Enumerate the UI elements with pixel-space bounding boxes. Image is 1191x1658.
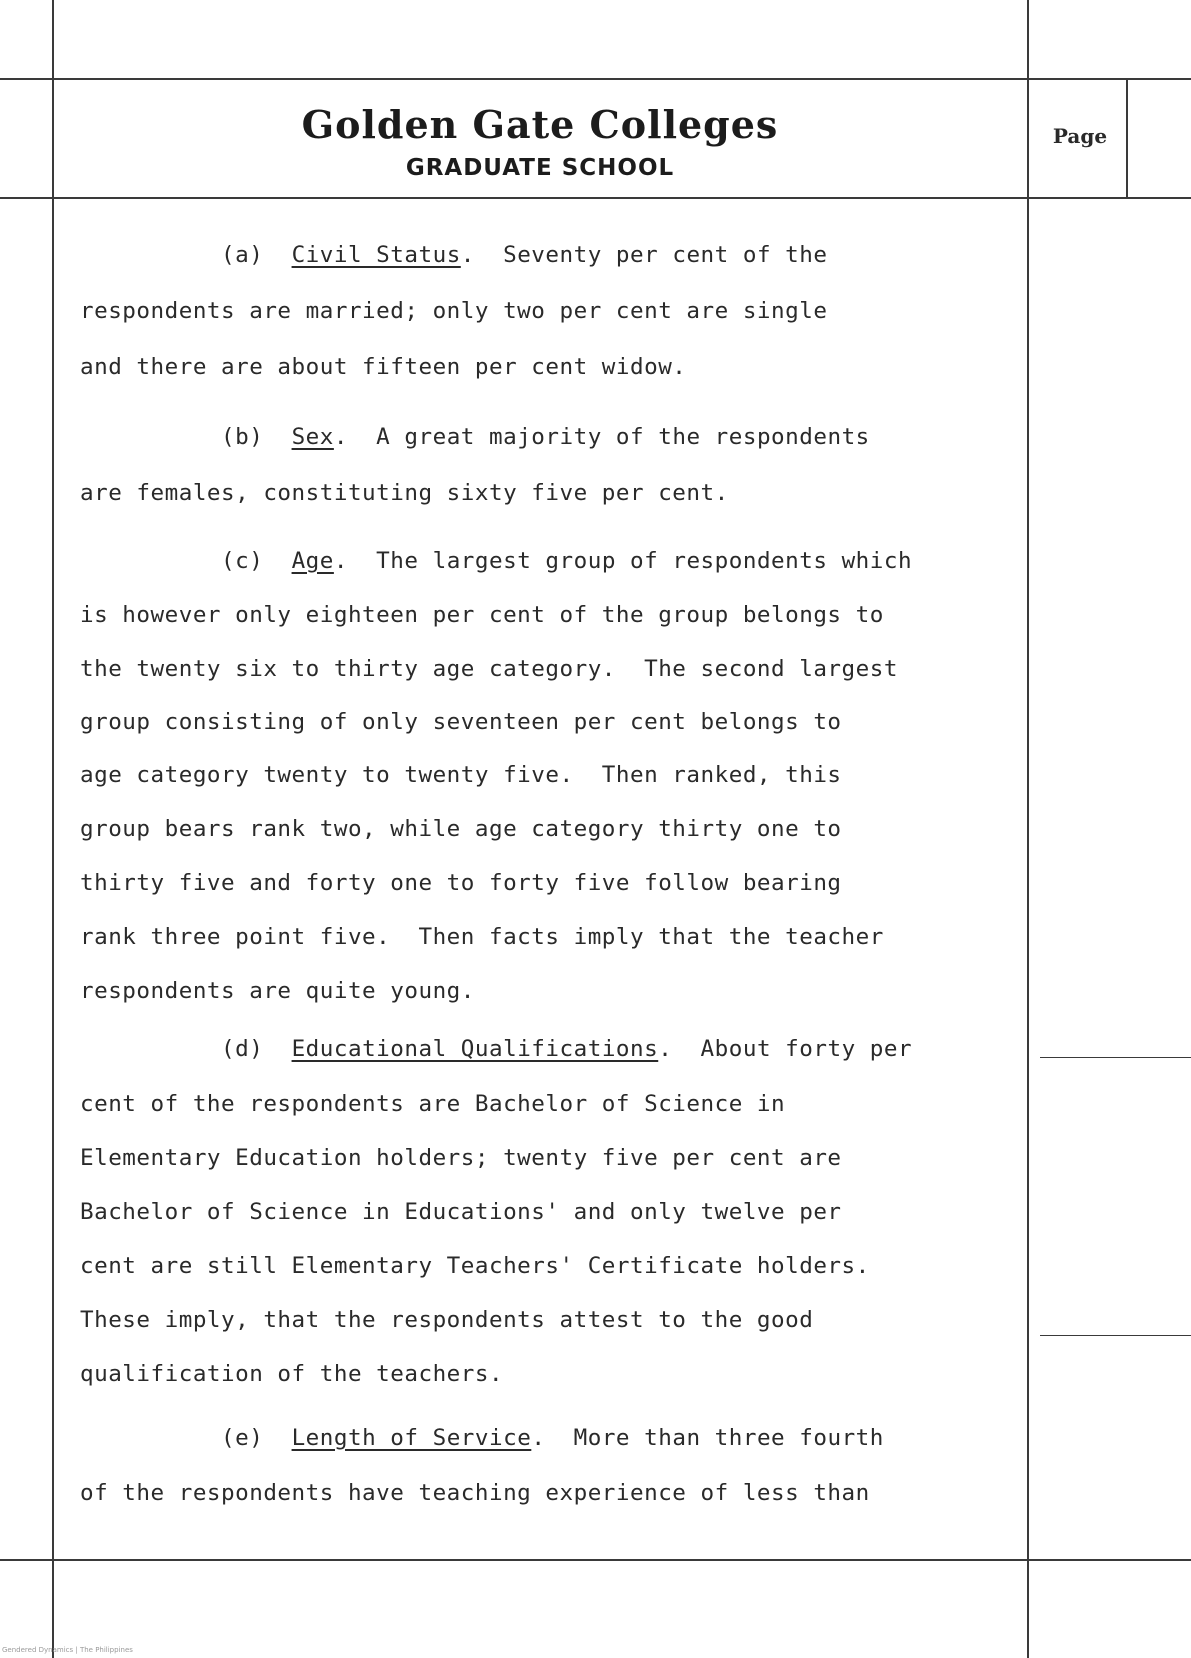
section-a-marker: (a) [221,242,264,268]
section-b-line-1 [80,422,1040,452]
section-c-line-6: group bears rank two, while age category thirty one to [80,816,842,842]
section-c-line-2: is however only eighteen per cent of the group belongs to [80,602,884,628]
section-d-line-6: These imply, that the respondents attest to the good [80,1307,814,1333]
section-c-heading: Age [291,548,334,574]
section-a-line-2: respondents are married; only two per cent are single [80,298,828,324]
bottom-border-rule [0,1559,1191,1561]
section-c-line-9: respondents are quite young. [80,978,475,1004]
section-d-line-1 [80,1034,1040,1064]
section-a-line-1 [80,240,1040,270]
section-d-heading: Educational Qualifications [291,1036,659,1062]
section-c-marker: (c) [221,548,264,574]
section-c-line-7: thirty five and forty one to forty five follow bearing [80,870,842,896]
section-c-line-5: age category twenty to twenty five. Then ranked, this [80,762,842,788]
section-e-line-1 [80,1423,1040,1453]
section-c-text-1: . The largest group of respondents which [333,548,913,574]
section-d-marker: (d) [221,1036,264,1062]
margin-tick-lower [1040,1335,1191,1336]
section-e-marker: (e) [221,1425,264,1451]
section-c-line-8: rank three point five. Then facts imply that the teacher [80,924,884,950]
section-b-text-1: . A great majority of the respondents [333,424,870,450]
section-e-heading: Length of Service [291,1425,532,1451]
section-c-line-4: group consisting of only seventeen per cent belongs to [80,709,842,735]
section-d-text-1: . About forty per [658,1036,913,1062]
section-b-line-2: are females, constituting sixty five per cent. [80,480,729,506]
margin-tick-upper [1040,1057,1191,1058]
college-name: Golden Gate Colleges [301,102,779,147]
header-bottom-rule [0,197,1191,199]
section-d-line-4: Bachelor of Science in Educations' and only twelve per [80,1199,842,1225]
section-b-marker: (b) [221,424,264,450]
section-d-line-7: qualification of the teachers. [80,1361,504,1387]
section-b-heading: Sex [291,424,334,450]
top-border-rule [0,78,1191,80]
section-d-line-3: Elementary Education holders; twenty five per cent are [80,1145,842,1171]
section-a-text-1: . Seventy per cent of the [460,242,828,268]
section-e-line-2: of the respondents have teaching experience of less than [80,1480,870,1506]
section-a-line-3: and there are about fifteen per cent widow. [80,354,687,380]
footer-note: Gendered Dynamics | The Philippines [2,1646,133,1654]
section-d-line-2: cent of the respondents are Bachelor of Science in [80,1091,786,1117]
page-label: Page [1052,124,1108,148]
left-margin-rule [52,0,54,1658]
section-d-line-5: cent are still Elementary Teachers' Certificate holders. [80,1253,870,1279]
section-e-text-1: . More than three fourth [531,1425,884,1451]
section-a-heading: Civil Status [291,242,461,268]
section-c-line-1 [80,546,1040,576]
section-c-line-3: the twenty six to thirty age category. The second largest [80,656,898,682]
school-name: GRADUATE SCHOOL [405,155,675,181]
